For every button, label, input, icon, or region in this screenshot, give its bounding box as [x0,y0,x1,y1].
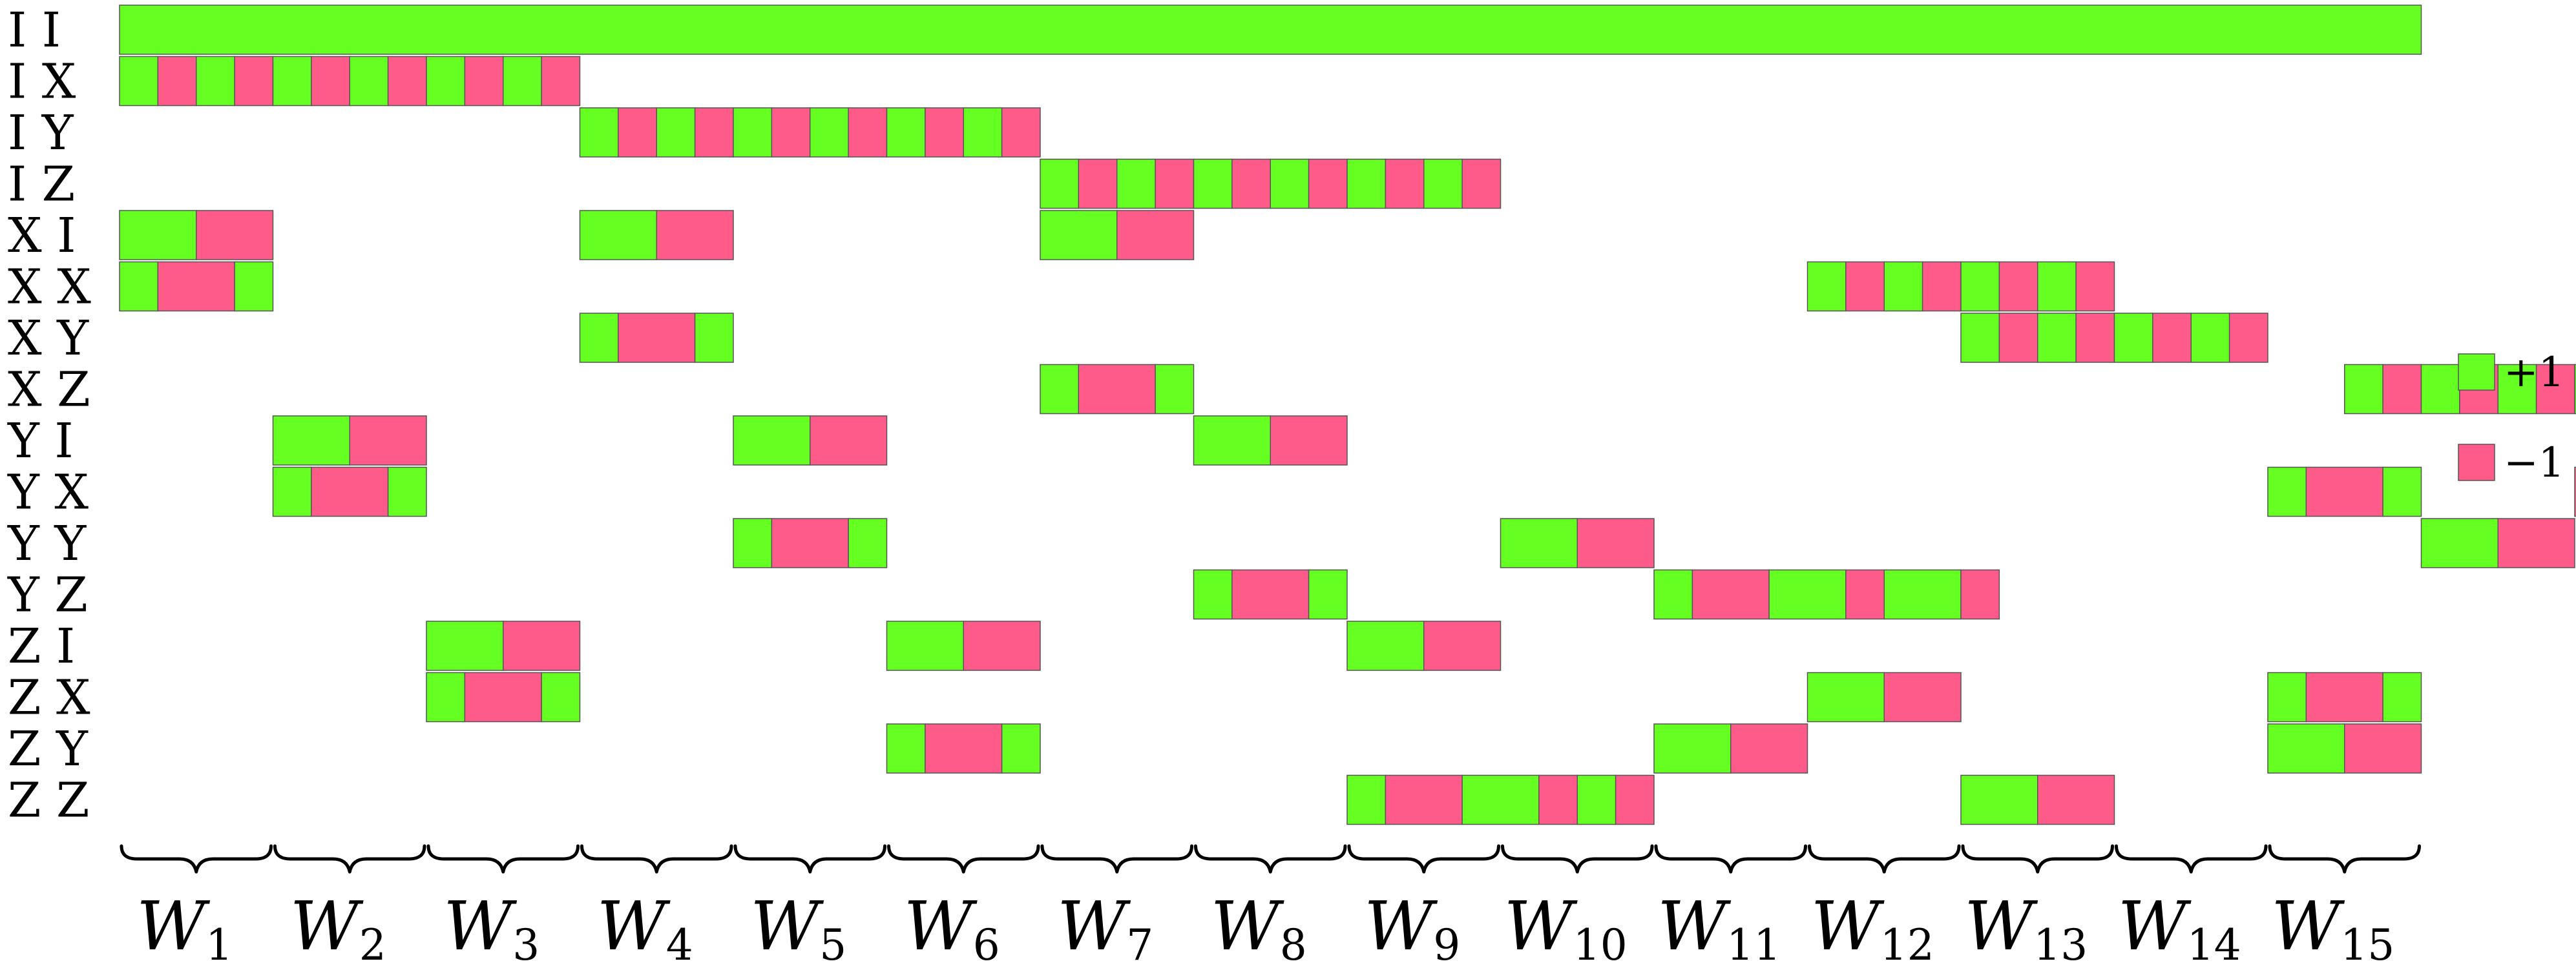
cell-plus-one [1654,724,1731,773]
group-label [750,887,846,967]
group-label [1211,887,1307,967]
cell-plus-one [1347,776,1385,825]
group-label [2271,887,2394,967]
group-label-subscript: 13 [2033,920,2088,967]
cell-plus-one [695,313,733,362]
cell-minus-one [158,57,196,106]
row-label: X Y [8,311,89,366]
group-label-subscript: 11 [1726,920,1781,967]
group-label [1504,887,1628,967]
group-label-subscript: 6 [972,920,1000,967]
row-label: Y I [8,413,74,469]
cell-plus-one [1654,570,1692,619]
cell-minus-one [1424,621,1501,670]
group-label-subscript: 9 [1433,920,1461,967]
group-label-subscript: 4 [665,920,693,967]
cell-plus-one [1002,724,1040,773]
cell-plus-one [887,621,964,670]
cell-plus-one [426,621,503,670]
group-label-symbol: W [596,887,666,965]
cell-plus-one [2268,468,2306,517]
group-label-symbol: W [1964,887,2034,965]
group-brace [1503,846,1653,872]
group-label-symbol: W [1810,887,1880,965]
row-label: X I [8,208,76,263]
cell-plus-one [1808,262,1846,311]
cell-minus-one [656,211,733,260]
cell-plus-one [196,57,235,106]
group-brace [2117,846,2267,872]
row-label: Y Y [8,516,87,572]
cell-plus-one [273,468,311,517]
cell-plus-one [120,262,158,311]
cell-minus-one [2498,519,2575,568]
legend-label-minus: −1 [2504,439,2565,487]
group-label [1657,887,1781,967]
row-label: Y Z [8,567,88,623]
cell-minus-one [1462,160,1500,209]
group-label-symbol: W [1657,887,1727,965]
row-label: I Y [8,105,74,161]
cell-plus-one [656,108,695,157]
group-labels [136,887,2394,967]
cell-plus-one [848,519,886,568]
cell-minus-one [618,313,695,362]
cell-plus-one [810,108,848,157]
cell-plus-one [273,416,350,465]
cell-grid [120,5,2576,825]
cell-minus-one [771,108,810,157]
legend [2458,349,2564,487]
group-brace [275,846,425,872]
row-label: Z I [8,619,76,674]
group-brace [1963,846,2113,872]
cell-plus-one [887,724,925,773]
group-label-symbol: W [2271,887,2341,965]
cell-plus-one [580,211,657,260]
row-label: I Z [8,156,76,212]
group-label-subscript: 1 [205,920,233,967]
row-label: I I [8,3,61,58]
cell-plus-one [2345,365,2383,414]
row-label: X X [8,259,91,315]
cell-plus-one [235,262,273,311]
group-brace [889,846,1039,872]
cell-minus-one [2076,313,2114,362]
group-brace [735,846,885,872]
cell-plus-one [1501,519,1578,568]
cell-plus-one [426,673,465,722]
group-brace [121,846,271,872]
cell-minus-one [1002,108,1040,157]
cell-minus-one [1923,262,1961,311]
cell-minus-one [771,519,848,568]
cell-plus-one [503,57,541,106]
group-brace [1196,846,1346,872]
cell-plus-one [541,673,580,722]
cell-plus-one [2191,313,2229,362]
cell-plus-one [580,313,618,362]
group-label [904,887,1000,967]
group-label-subscript: 12 [1880,920,1934,967]
cell-plus-one [1040,211,1117,260]
cell-minus-one [963,621,1040,670]
group-label-symbol: W [1503,887,1573,965]
group-brace [582,846,732,872]
group-brace [428,846,578,872]
cell-plus-one [120,57,158,106]
group-label [597,887,693,967]
cell-plus-one [1155,365,1193,414]
cell-plus-one [1194,160,1232,209]
cell-plus-one [1884,570,1961,619]
cell-plus-one [2422,365,2460,414]
group-label-symbol: W [289,887,359,965]
group-label-symbol: W [2117,887,2187,965]
group-label [2118,887,2241,967]
cell-plus-one [2038,262,2076,311]
cell-plus-one [273,57,311,106]
group-brace [1810,846,1960,872]
group-label-subscript: 14 [2186,920,2241,967]
row-label: Y X [8,464,89,521]
row-label: Z X [8,670,90,726]
cell-minus-one [465,57,503,106]
group-label-subscript: 10 [1573,920,1628,967]
cell-minus-one [1616,776,1654,825]
cell-minus-one [2076,262,2114,311]
cell-plus-one [1309,570,1347,619]
cell-plus-one [1194,570,1232,619]
group-label-subscript: 5 [819,920,847,967]
cell-plus-one [580,108,618,157]
group-label-symbol: W [443,887,513,965]
group-label [443,887,539,967]
cell-minus-one [1385,160,1423,209]
cell-minus-one [503,621,580,670]
cell-minus-one [1232,160,1270,209]
cell-minus-one [465,673,541,722]
cell-plus-one [2383,673,2421,722]
group-label-subscript: 3 [512,920,540,967]
group-label-subscript: 8 [1279,920,1307,967]
group-label-symbol: W [136,887,206,965]
cell-plus-one [1462,776,1539,825]
cell-plus-one [1347,621,1424,670]
cell-plus-one [733,416,810,465]
cell-minus-one [1999,262,2037,311]
legend-label-plus: +1 [2504,349,2565,397]
cell-minus-one [1884,673,1961,722]
legend-swatch-minus [2458,444,2495,480]
cell-plus-one [1424,160,1462,209]
group-label-subscript: 15 [2340,920,2395,967]
row-labels [7,3,91,829]
cell-minus-one [2230,313,2268,362]
cell-minus-one [1846,262,1884,311]
group-label-symbol: W [903,887,973,965]
group-label-symbol: W [1057,887,1127,965]
group-label-subscript: 2 [359,920,386,967]
cell-plus-one [2422,519,2498,568]
group-label [1964,887,2088,967]
cell-minus-one [810,416,887,465]
cell-minus-one [1385,776,1462,825]
group-braces [121,846,2420,872]
cell-plus-one [2038,313,2076,362]
group-label-symbol: W [750,887,820,965]
group-label [136,887,233,967]
cell-minus-one [1155,160,1193,209]
cell-minus-one [2306,468,2383,517]
group-label-symbol: W [1210,887,1280,965]
group-label-subscript: 7 [1126,920,1154,967]
cell-minus-one [1232,570,1309,619]
group-brace [1042,846,1192,872]
cell-plus-one [1040,365,1078,414]
cell-plus-one [1577,776,1615,825]
cell-minus-one [1999,313,2037,362]
cell-minus-one [2038,776,2115,825]
group-brace [1656,846,1806,872]
cell-plus-one [2115,313,2153,362]
cell-minus-one [2345,724,2422,773]
row-label: Z Z [8,772,90,829]
cell-plus-one [426,57,465,106]
cell-plus-one [388,468,426,517]
cell-minus-one [1270,416,1347,465]
group-label [1057,887,1153,967]
cell-minus-one [541,57,580,106]
cell-minus-one [1731,724,1808,773]
cell-minus-one [235,57,273,106]
cell-minus-one [1539,776,1577,825]
cell-minus-one [1577,519,1654,568]
cell-plus-one [1769,570,1846,619]
cell-plus-one [1040,160,1078,209]
cell-plus-one [120,211,196,260]
cell-minus-one [1117,211,1194,260]
cell-minus-one [311,57,350,106]
cell-plus-one [120,5,2422,54]
cell-minus-one [158,262,235,311]
row-label: I X [8,54,76,110]
cell-plus-one [2268,724,2345,773]
cell-minus-one [311,468,388,517]
cell-minus-one [1078,365,1155,414]
row-label: X Z [8,362,90,418]
cell-minus-one [2153,313,2191,362]
cell-minus-one [2306,673,2383,722]
cell-plus-one [1961,776,2038,825]
group-label [1364,887,1460,967]
cell-minus-one [1078,160,1116,209]
group-label [1811,887,1934,967]
cell-minus-one [1692,570,1769,619]
cell-plus-one [963,108,1001,157]
cell-plus-one [887,108,925,157]
cell-plus-one [1347,160,1385,209]
cell-minus-one [2383,365,2421,414]
cell-plus-one [733,519,771,568]
cell-minus-one [925,724,1002,773]
cell-plus-one [733,108,771,157]
cell-minus-one [925,108,963,157]
cell-plus-one [2268,673,2306,722]
cell-minus-one [695,108,733,157]
row-label: Z Y [8,721,88,777]
group-brace [1349,846,1499,872]
cell-plus-one [1961,262,1999,311]
group-brace [2270,846,2420,872]
cell-plus-one [1884,262,1922,311]
cell-minus-one [1846,570,1884,619]
cell-plus-one [1808,673,1885,722]
cell-plus-one [350,57,388,106]
group-label [290,887,386,967]
cell-minus-one [618,108,656,157]
cell-plus-one [1961,313,1999,362]
cell-plus-one [1194,416,1271,465]
cell-plus-one [1117,160,1155,209]
cell-minus-one [350,416,426,465]
legend-swatch-plus [2458,354,2495,390]
cell-minus-one [388,57,426,106]
cell-minus-one [848,108,886,157]
cell-minus-one [1961,570,1999,619]
group-label-symbol: W [1364,887,1434,965]
cell-minus-one [1309,160,1347,209]
cell-plus-one [1270,160,1308,209]
cell-plus-one [2383,468,2421,517]
cell-minus-one [196,211,273,260]
